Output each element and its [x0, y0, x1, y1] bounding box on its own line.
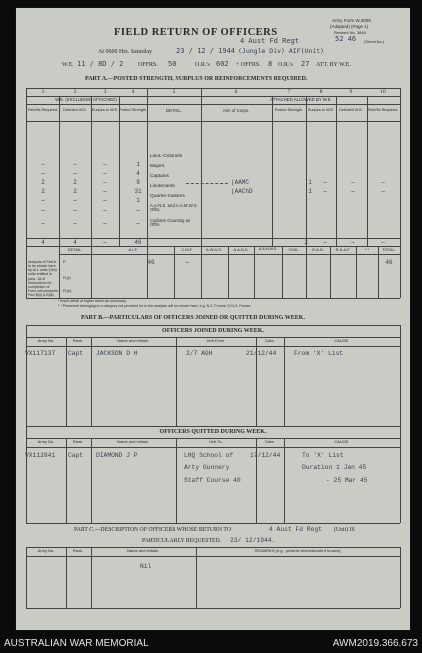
total-cell: —	[381, 239, 385, 246]
grid-line	[228, 246, 229, 298]
grid-line	[400, 426, 401, 523]
return-date: 23 / 12 / 1944	[176, 47, 236, 55]
analysis-cmf-value: —	[185, 259, 189, 266]
col-head-arm: Arm of Corps.	[222, 108, 250, 113]
attached-allowed-header: ATTACHED ALLOWED BY W.E.	[270, 97, 332, 102]
cell: —	[103, 179, 107, 186]
grid-line	[254, 246, 255, 298]
joined-heading: OFFICERS JOINED DURING WEEK.	[162, 328, 264, 334]
grid-line	[367, 96, 368, 246]
grid-line	[282, 246, 283, 298]
total-cell: 46	[134, 239, 142, 246]
quitted-unit-to: Arty Gunnery	[184, 464, 230, 471]
grid-line	[26, 426, 27, 523]
part-c-unit-label: (Unit) IS	[334, 527, 355, 533]
cell: —	[323, 188, 327, 195]
cell: —	[41, 197, 45, 204]
grid-line	[26, 104, 400, 105]
analysis-head: CIVIL.	[288, 247, 300, 252]
grid-line	[176, 337, 177, 426]
col-head: Surplus to W.E.	[91, 108, 119, 112]
total-cell: 2	[304, 239, 308, 246]
detail-label: A.A.N.S. and A.A.M.W.S. Offrs.	[150, 203, 198, 213]
grid-line	[201, 88, 202, 246]
analysis-row-label: R.(i)	[63, 275, 71, 280]
grid-line	[26, 325, 400, 326]
unit-division: (Jungle Div) AIF(Unit)	[238, 47, 325, 55]
analysis-head: R.A.A.F.	[335, 247, 351, 252]
cell: 31	[134, 188, 142, 195]
offrs-value: 50	[168, 60, 177, 68]
grid-line	[284, 438, 285, 523]
col-head: Rein'fts Required.	[367, 108, 399, 112]
cell: —	[103, 197, 107, 204]
grid-line	[26, 608, 400, 609]
quitted-cause: Duration 1 Jan 45	[302, 464, 367, 471]
part-c-col-head: Rank.	[72, 548, 84, 553]
quitted-cause: - 25 Mar 45	[326, 477, 368, 484]
quitted-cause: To 'X' List	[302, 452, 344, 459]
analysis-head: A.I.F.	[128, 247, 138, 252]
part-c-heading: PART C.—DESCRIPTION OF OFFICERS WHOSE RETURN TO	[74, 527, 232, 533]
joined-col-head: Unit From.	[206, 338, 226, 343]
grid-line	[66, 337, 67, 426]
grid-line	[174, 246, 175, 298]
form-title: FIELD RETURN OF OFFICERS	[114, 27, 278, 38]
cell: 1	[136, 161, 140, 168]
total-cell: —	[103, 239, 107, 246]
detail-label: Majors	[150, 164, 165, 169]
col-head: Rein'fts Required.	[27, 108, 59, 112]
part-c-unit: 4 Aust Fd Regt	[269, 526, 322, 533]
cell: —	[351, 179, 355, 186]
grid-line	[306, 246, 307, 298]
serial-number: 52 46	[335, 35, 357, 43]
joined-name: JACKSON D H	[96, 350, 138, 357]
grid-line	[59, 254, 400, 255]
form-reference: Army Form W.3009	[332, 18, 371, 23]
col-number: 1	[41, 89, 45, 95]
cell-arm: (AAMC	[231, 179, 250, 186]
part-c-entry: Nil	[140, 563, 152, 570]
grid-line	[26, 547, 27, 608]
we-value: 11 / 8D / 2	[77, 60, 124, 68]
cell: —	[73, 161, 77, 168]
quitted-col-head: Name and Initials.	[116, 439, 150, 444]
grid-line	[147, 88, 148, 298]
grid-line	[400, 547, 401, 608]
quitted-col-head: Date.	[265, 439, 275, 444]
plus-offrs-value: 8	[268, 60, 273, 68]
col-number: 3	[103, 89, 107, 95]
grid-line	[26, 426, 400, 427]
ors-label: O.R.'s	[195, 62, 210, 68]
grid-line	[59, 96, 60, 246]
analysis-head: * *	[364, 247, 370, 252]
col-head-detail: DETAIL.	[166, 108, 182, 113]
cell: —	[381, 179, 385, 186]
plus-ors-label: O.R.'s	[278, 62, 293, 68]
cell: —	[351, 188, 355, 195]
grid-line	[26, 447, 400, 448]
cell: 2	[41, 179, 45, 186]
part-a-heading: PART A.—POSTED STRENGTH, SURPLUS OR REINFORCEMENTS REQUIRED.	[85, 76, 308, 82]
grid-line	[284, 337, 285, 426]
footnote: * Insert detail of higher ranks as necessary.	[58, 299, 127, 303]
grid-line	[66, 547, 67, 608]
grid-line	[196, 547, 197, 608]
total-cell: —	[351, 239, 355, 246]
cell: —	[136, 207, 140, 214]
grid-line	[26, 325, 27, 426]
grid-line	[91, 246, 92, 298]
analysis-head: A.A.N.S.	[233, 247, 249, 252]
joined-col-head: Name and Initials.	[116, 338, 150, 343]
cell: —	[103, 188, 107, 195]
cell: —	[136, 220, 140, 227]
detail-label: Quarter-masters	[150, 194, 185, 199]
grid-line	[91, 438, 92, 523]
date-line-label: At 0600 Hrs. Saturday	[98, 49, 152, 55]
joined-cause: From 'X' List	[294, 350, 344, 357]
analysis-row-label: R.(ii)	[63, 288, 72, 293]
cell: —	[73, 197, 77, 204]
grid-line	[26, 238, 400, 239]
part-c-col-head: REMARKS (e.g., present whereabouts if known).	[254, 548, 342, 553]
grid-line	[201, 246, 202, 298]
part-c-col-head: Army No.	[37, 548, 55, 553]
grid-line	[26, 346, 400, 347]
cell: 4	[136, 170, 140, 177]
grid-line	[91, 96, 92, 246]
analysis-aif-value: 46	[147, 259, 155, 266]
footer-credit: AUSTRALIAN WAR MEMORIAL	[4, 638, 149, 649]
analysis-head: R.A.N.	[312, 247, 324, 252]
joined-date: 21/12/44	[246, 350, 277, 357]
quitted-name: DIAMOND J P	[96, 452, 138, 459]
col-number: 6	[234, 89, 238, 95]
part-c-col-head: Name and Initials.	[126, 548, 160, 553]
analysis-head: TOTAL.	[382, 247, 396, 252]
col-head: Deficient W.E.	[63, 108, 87, 112]
cell: —	[103, 220, 107, 227]
we-label: W.E.	[62, 62, 74, 68]
field-return-form	[16, 8, 410, 630]
col-number: 8	[319, 89, 323, 95]
cell: 2	[73, 179, 77, 186]
att-by-we-label: ATT. BY W.E.	[316, 62, 351, 68]
grid-line	[306, 96, 307, 246]
serial-number-label: (Serial No.)	[364, 39, 385, 44]
offrs-label: OFFRS.	[138, 62, 158, 68]
cell: —	[41, 161, 45, 168]
grid-line	[176, 438, 177, 523]
quitted-army-no: VX112841	[25, 452, 56, 459]
col-head: Posted Strength.	[274, 108, 304, 112]
cell: —	[103, 207, 107, 214]
cell: —	[323, 179, 327, 186]
joined-unit-from: 2/7 AGH	[186, 350, 213, 357]
quitted-rank: Capt	[68, 452, 84, 459]
cell: —	[103, 170, 107, 177]
quitted-unit-to: Staff Course 40	[184, 477, 241, 484]
col-number: 10	[380, 89, 386, 95]
quitted-date: 17/12/44	[250, 452, 281, 459]
quitted-col-head: CAUSE.	[334, 439, 350, 444]
detail-label: Captains	[150, 174, 169, 179]
quitted-col-head: Rank.	[72, 439, 84, 444]
col-number: 4	[131, 89, 135, 95]
grid-line	[26, 556, 400, 557]
cell: —	[41, 207, 45, 214]
analysis-head: A.W.A.S.	[205, 247, 223, 252]
form-reference-revised: Revised No. 3848	[334, 30, 366, 35]
grid-line	[26, 88, 27, 298]
col-number: 7	[287, 89, 291, 95]
grid-line	[400, 325, 401, 426]
part-b-heading: PART B.—PARTICULARS OF OFFICERS JOINED OR QUITTED DURING WEEK.	[81, 315, 305, 321]
grid-line	[400, 88, 401, 298]
part-c-date: 23/ 12/1944.	[230, 537, 276, 544]
cell: —	[103, 161, 107, 168]
detail-label: Lieut.-Colonels	[150, 154, 182, 159]
cell: —	[73, 207, 77, 214]
footnote: * * Personnel belonging to a category not provided for in the analysis will be shown here, e.g. N.Z. Forces; 2/ N.Z. Forces.	[58, 304, 252, 308]
total-cell: 4	[73, 239, 77, 246]
cell: 1	[308, 188, 312, 195]
plus-offrs-label: + OFFRS.	[236, 62, 261, 68]
total-cell: 4	[41, 239, 45, 246]
quitted-col-head: Army No.	[37, 439, 55, 444]
grid-line	[378, 246, 379, 298]
grid-line	[356, 246, 357, 298]
cell: —	[73, 170, 77, 177]
grid-line	[256, 438, 257, 523]
joined-col-head: Army No.	[37, 338, 55, 343]
we-excluding-attached-header: W.E. (EXCLUDING ATTACHED)	[55, 97, 117, 102]
col-number: 5	[172, 89, 176, 95]
cell: 1	[136, 197, 140, 204]
grid-line	[26, 523, 400, 524]
part-c-requested: PARTICULARLY REQUESTED.	[142, 538, 222, 544]
col-number: 2	[73, 89, 77, 95]
joined-army-no: VX117137	[25, 350, 56, 357]
cell: 1	[308, 179, 312, 186]
quitted-unit-to: LHQ School of	[184, 452, 234, 459]
quitted-col-head: Unit To.	[209, 439, 223, 444]
joined-col-head: Rank.	[72, 338, 84, 343]
cell: 9	[136, 179, 140, 186]
grid-line	[66, 438, 67, 523]
joined-col-head: Date.	[265, 338, 275, 343]
analysis-head: A.A.M.W.S.	[258, 247, 278, 251]
grid-line	[336, 96, 337, 246]
cell: 2	[73, 188, 77, 195]
analysis-total-value: 46	[385, 259, 393, 266]
grid-line	[26, 88, 400, 89]
cell: —	[41, 170, 45, 177]
plus-ors-value: 27	[301, 60, 310, 68]
quitted-heading: OFFICERS QUITTED DURING WEEK.	[159, 429, 267, 435]
grid-line	[330, 246, 331, 298]
total-cell: —	[323, 239, 327, 246]
joined-col-head: CAUSE.	[334, 338, 350, 343]
grid-line	[119, 96, 120, 246]
dash-leader	[186, 183, 228, 184]
cell: 2	[41, 188, 45, 195]
col-head: Surplus to W.E.	[307, 108, 335, 112]
grid-line	[26, 121, 400, 122]
analysis-row-label: P.	[63, 259, 67, 264]
footer-accession: AWM2019.366.673	[332, 638, 418, 649]
grid-line	[91, 337, 92, 426]
grid-line	[91, 547, 92, 608]
detail-label: Civilians Counting as Offrs.	[150, 218, 191, 228]
cell-arm: (AAChD	[231, 188, 253, 195]
analysis-head: C.M.F.	[181, 247, 193, 252]
col-head: Deficient W.E.	[339, 108, 363, 112]
col-head: Posted Strength.	[118, 108, 148, 112]
analysis-head: DETAIL.	[67, 247, 83, 252]
grid-line	[272, 96, 273, 246]
cell: —	[41, 220, 45, 227]
analysis-note: Analysis of Part A to be shown here by ALL units (Only units entitled to para. 18 of Instructions for completion of Form will complete Part B(ii) & B(iii).	[28, 260, 58, 297]
ors-value: 602	[216, 60, 229, 68]
detail-label: Lieutenants	[150, 184, 175, 189]
cell: —	[73, 220, 77, 227]
cell: —	[381, 188, 385, 195]
col-number: 9	[349, 89, 353, 95]
joined-rank: Capt	[68, 350, 84, 357]
unit-name: 4 Aust Fd Regt	[240, 37, 300, 45]
form-reference-page: (Adapted) (Page 1)	[330, 24, 369, 29]
